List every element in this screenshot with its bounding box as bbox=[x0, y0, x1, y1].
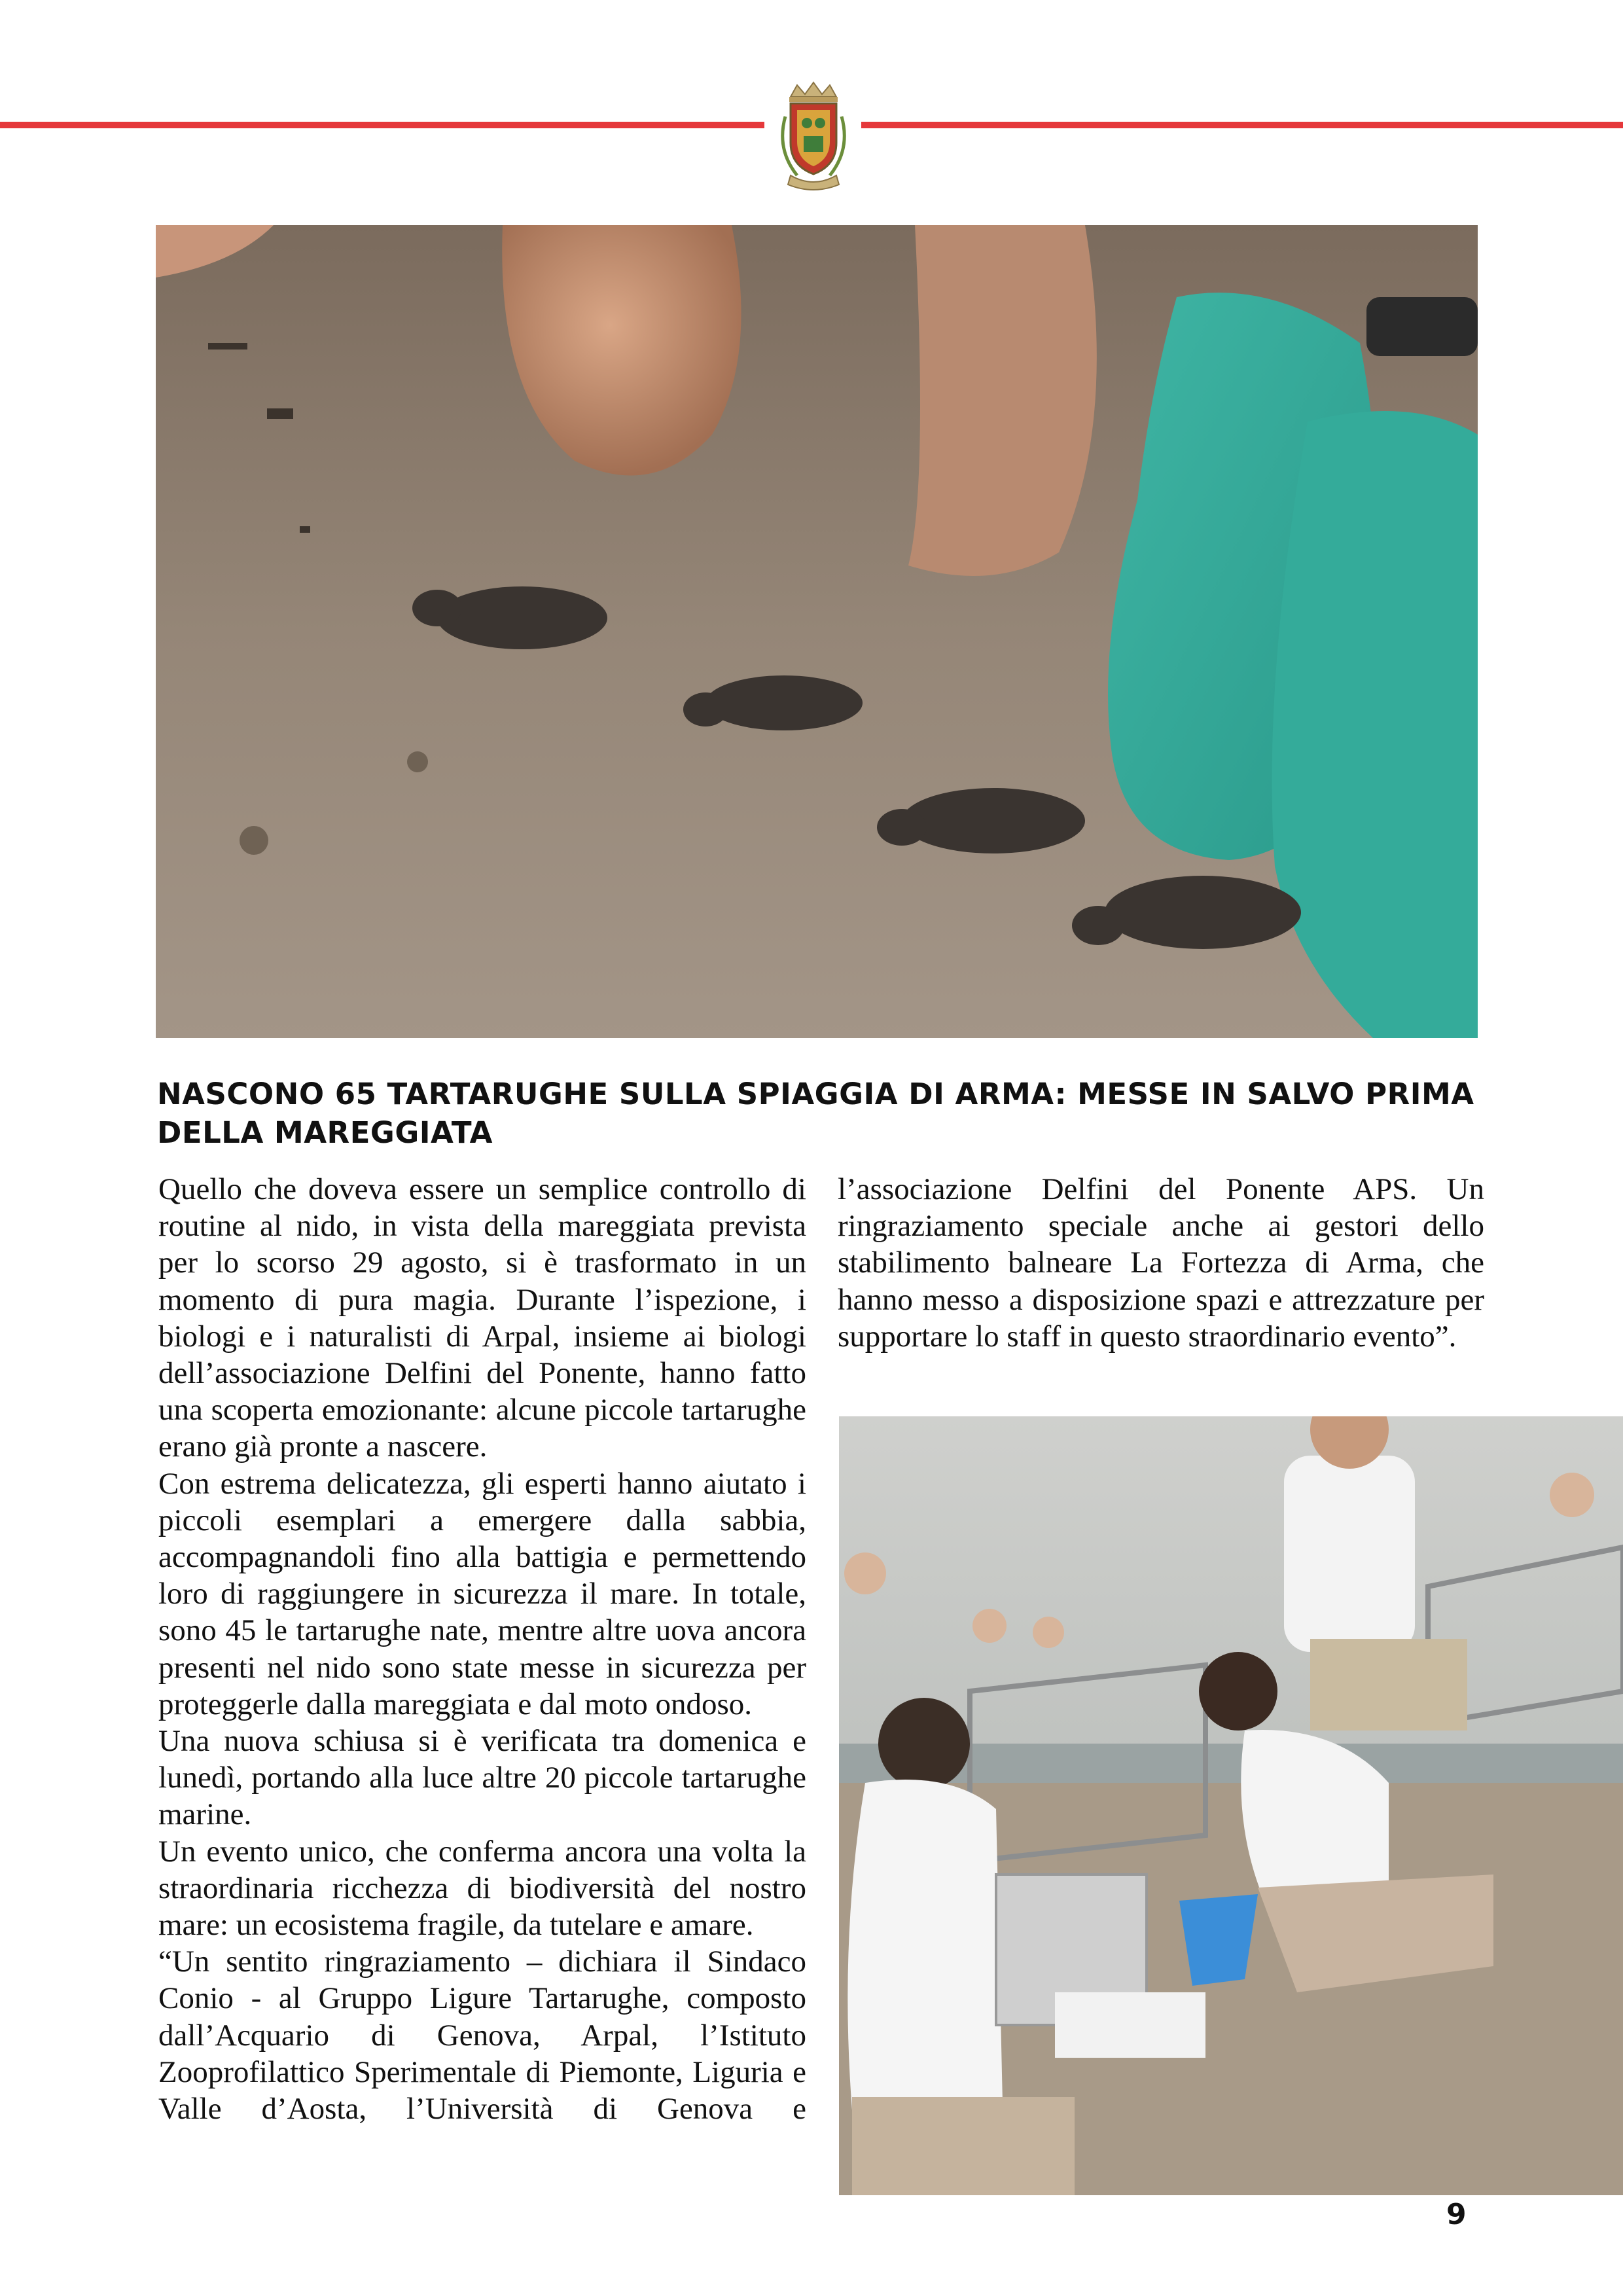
article-paragraph: Quello che doveva essere un semplice controllo di routine al nido, in vista della mareggiata prevista per lo scorso 29 agosto, si è trasformato in un momento di pura magia. Durante l’ispezione, i biologi e i naturalisti di Arpal, insieme ai biologi dell’associazione Delfini del Ponente, hanno fatto una scoperta emozionante: alcune piccole tartarughe erano già pronte a nascere. bbox=[158, 1172, 806, 1464]
article-paragraph: Un evento unico, che conferma ancora una volta la straordinaria ricchezza di biodiversità del nostro mare: un ecosistema fragile, da tutelare e amare. bbox=[158, 1834, 806, 1943]
header-rule-right bbox=[861, 122, 1623, 128]
article-paragraph: Con estrema delicatezza, gli esperti hanno aiutato i piccoli esemplari a emergere dalla sabbia, accompagnandoli fino alla battigia e permettendo loro di raggiungere in sicurezza il mare. In totale, sono 45 le tartarughe nate, mentre altre uova ancora presenti nel nido sono state messe in sicurezza per proteggerle dalla mareggiata e dal moto ondoso. bbox=[158, 1466, 806, 1721]
article-headline: NASCONO 65 TARTARUGHE SULLA SPIAGGIA DI ARMA: MESSE IN SALVO PRIMA DELLA MAREGGIATA bbox=[157, 1077, 1474, 1151]
header-rule-left bbox=[0, 122, 764, 128]
article-paragraph: l’associazione Delfini del Ponente APS. Un ringraziamento speciale anche ai gestori dello stabilimento balneare La Fortezza di Arma, che hanno messo a disposizione spazi e attrezzature per supportare lo staff in questo straordinario evento”. bbox=[838, 1172, 1484, 1354]
baby-sea-turtles-photo bbox=[156, 225, 1478, 1038]
page-number: 9 bbox=[1446, 2198, 1467, 2231]
article-paragraph: Una nuova schiusa si è verificata tra domenica e lunedì, portando alla luce altre 20 piccole tartarughe marine. bbox=[158, 1724, 806, 1832]
article-left-column bbox=[158, 1171, 806, 2127]
article-paragraph: “Un sentito ringraziamento – dichiara il Sindaco Conio - al Gruppo Ligure Tartarughe, composto dall’Acquario di Genova, Arpal, l’Istituto Zooprofilattico Sperimentale di Piemonte, Liguria e Valle d’Aosta, l’Università di Genova e bbox=[158, 1945, 806, 2126]
article-right-column bbox=[838, 1171, 1484, 1355]
biologists-at-nest-photo bbox=[839, 1416, 1623, 2195]
municipal-coat-of-arms-icon bbox=[771, 77, 856, 195]
